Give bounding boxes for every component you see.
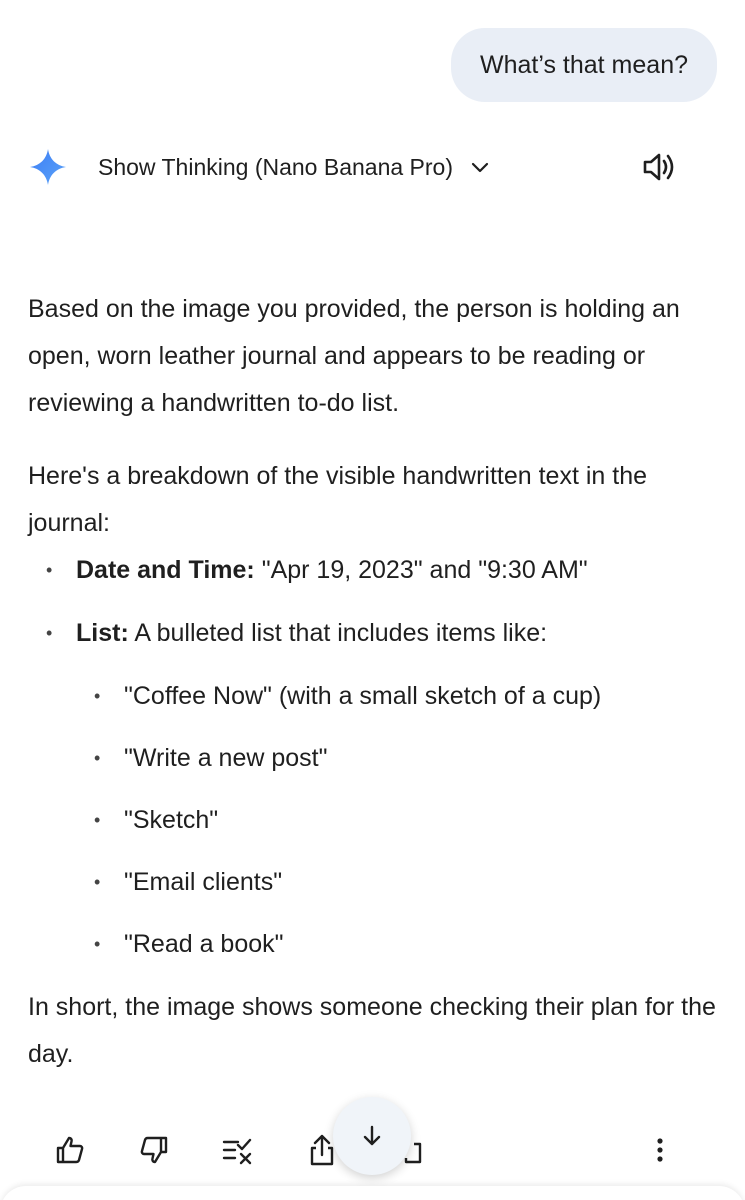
more-vert-icon[interactable] [640, 1130, 680, 1170]
list-item: • Date and Time: "Apr 19, 2023" and "9:30 AM" [28, 547, 718, 594]
chevron-down-icon [469, 156, 491, 178]
breakdown-list [28, 547, 718, 968]
show-thinking-toggle[interactable] [98, 154, 491, 181]
thumbs-down-icon[interactable] [134, 1130, 174, 1170]
model-response-body [28, 286, 718, 1104]
double-check-icon[interactable] [218, 1130, 258, 1170]
response-breakdown-intro: Here's a breakdown of the visible handwritten text in the journal: [28, 462, 648, 537]
thumbs-up-icon[interactable] [50, 1130, 90, 1170]
sub-list-item: • "Coffee Now" (with a small sketch of a cup) [76, 673, 718, 720]
sub-list-item: • "Email clients" [76, 859, 718, 906]
list-item: • List: A bulleted list that includes items like: • "Coffee Now" (with a small sketch of a cup) • "Write a new post" • "Sketch" • "Email clients" • "Read a book" [28, 610, 718, 968]
arrow-down-icon [361, 1124, 383, 1148]
sub-list-item: • "Sketch" [76, 797, 718, 844]
speaker-icon[interactable] [640, 148, 678, 186]
sub-list-item: • "Read a book" [76, 921, 718, 968]
show-thinking-label: Show Thinking (Nano Banana Pro) [98, 153, 454, 180]
user-message-bubble: What’s that mean? [451, 28, 717, 102]
response-intro: Based on the image you provided, the person is holding an open, worn leather journal and appears to be reading or reviewing a handwritten to-do list. [28, 295, 680, 417]
sub-list [76, 673, 718, 968]
sub-list-item: • "Write a new post" [76, 735, 718, 782]
scroll-to-bottom-button[interactable] [333, 1097, 411, 1175]
response-summary: In short, the image shows someone checking their plan for the day. [28, 993, 716, 1068]
input-panel-edge [0, 1186, 745, 1200]
gemini-spark-icon [28, 147, 68, 187]
model-response-header [28, 140, 718, 194]
